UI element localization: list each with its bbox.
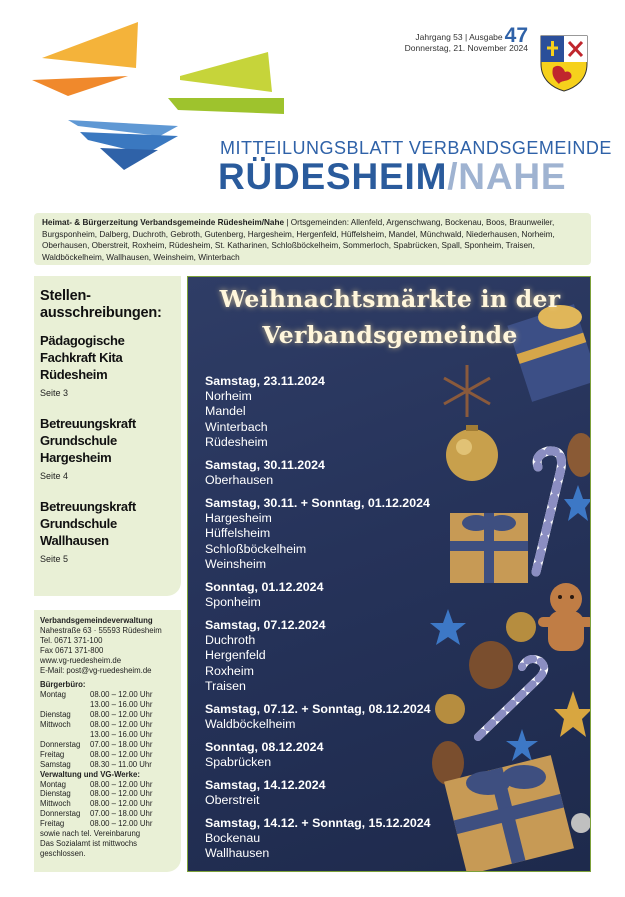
band-communities: | Ortsgemeinden: Allenfeld, Argenschwang, Bockenau, Boos, Braunweiler, Burgsponheim, Dalberg, Duchroth, Gebroth, Gutenberg, Hargesheim, Hergenfeld, Hüffelsheim, Mandel, Münchwald, Niederhausen, Norheim, Oberhausen, Oberstreit, Roxheim, Rüdesheim, St. Katharinen, Schloßböckelheim, Sommerloch, Spabrücken, Spall, Sponheim, Traisen, Waldböckelheim, Wallhausen, Weinsheim, Winterbach [42,218,555,262]
market-location: Hüffelsheim [205,526,271,541]
market-location: Spabrücken [205,755,272,770]
hours-day: Montag [40,690,67,700]
hours-row [40,819,175,829]
market-date: Sonntag, 08.12.2024 [205,740,324,755]
issue-date: Donnerstag, 21. November 2024 [404,43,528,53]
issue-info [380,24,528,54]
market-location: Traisen [205,679,246,694]
market-event [205,777,455,808]
market-location: Mandel [205,404,246,419]
market-event [205,739,455,770]
star-icon [564,485,591,521]
ornament-ball-icon [506,612,536,642]
hours-row [40,740,175,750]
market-location: Oberhausen [205,473,274,488]
market-date: Sonntag, 01.12.2024 [205,580,324,595]
market-event [205,579,455,610]
hours-day: Mittwoch [40,720,71,730]
hours-day: Freitag [40,819,65,829]
hours-time: 08.00 – 12.00 Uhr [90,789,153,799]
hours-row [40,690,175,700]
market-date: Samstag, 30.11. + Sonntag, 01.12.2024 [205,496,430,511]
job-page-ref: Seite 4 [40,471,69,481]
hours-day: Dienstag [40,710,71,720]
market-location: Bockenau [205,830,261,845]
social-office-note: Das Sozialamt ist mittwochs geschlossen. [40,838,138,858]
jobs-heading: Stellen-ausschreibungen: [40,288,162,321]
market-location: Duchroth [205,633,256,648]
hours-row [40,700,175,710]
pinecone-icon [469,641,513,689]
masthead-title [218,157,603,197]
star-icon [506,729,538,761]
market-location: Norheim [205,389,252,403]
hours-time: 07.00 – 18.00 Uhr [90,809,153,819]
coat-of-arms-icon [539,34,589,92]
job-title: Pädagogische Fachkraft Kita Rüdesheim [40,333,125,382]
job-page-ref: Seite 3 [40,388,69,398]
title-nahe: /NAHE [447,156,567,197]
market-date: Samstag, 07.12. + Sonntag, 08.12.2024 [205,702,431,717]
hours-row [40,710,175,720]
hours-time: 08.00 – 12.00 Uhr [90,710,153,720]
market-location: Roxheim [205,663,254,678]
office-hours-heading: Bürgerbüro: [40,680,86,690]
hours-time: 13.00 – 16.00 Uhr [90,700,153,710]
band-lead: Heimat- & Bürgerzeitung Verbandsgemeinde Rüdesheim/Nahe [42,218,285,227]
hours-day: Samstag [40,759,71,769]
job-title: Betreuungskraft Grundschule Hargesheim [40,416,136,465]
market-event [205,495,455,573]
job-item[interactable] [40,332,175,398]
hours-time: 08.00 – 12.00 Uhr [90,690,153,700]
admin-fax: Fax 0671 371-800 [40,645,104,655]
appointment-note: sowie nach tel. Vereinbarung [40,829,141,839]
office-hours-list [40,690,175,769]
market-location: Hergenfeld [205,648,266,663]
hours-row [40,799,175,809]
hours-time: 08.00 – 12.00 Uhr [90,799,153,809]
feature-title-line1: Weihnachtsmärkte in der [219,285,561,313]
christmas-markets-feature [187,276,591,872]
market-event [205,617,455,695]
hours-row [40,789,175,799]
gift-box-icon [444,755,574,872]
admin-address: Nahestraße 63 · 55593 Rüdesheim [40,625,162,635]
logo-stripe-green [168,98,284,114]
communities-band [34,213,591,265]
logo-stripe-orange-light [42,22,138,68]
issue-volume: Jahrgang 53 | Ausgabe [415,32,503,42]
hours-time: 08.00 – 12.00 Uhr [90,819,153,829]
gift-box-icon [450,513,528,583]
market-date: Samstag, 07.12.2024 [205,618,326,633]
admin-hours-heading: Verwaltung und VG-Werke: [40,769,140,779]
publication-line: MITTEILUNGSBLATT VERBANDSGEMEINDE [220,138,612,158]
hours-time: 08.00 – 12.00 Uhr [90,720,153,730]
admin-name: Verbandsgemeindeverwaltung [40,616,153,625]
administration-contact-box [34,610,181,872]
job-item[interactable] [40,415,175,481]
admin-website[interactable]: www.vg-ruedesheim.de [40,655,122,665]
market-location: Sponheim [205,595,261,610]
job-page-ref: Seite 5 [40,554,69,564]
market-event [205,457,455,488]
hours-row [40,809,175,819]
hours-time: 08.00 – 12.00 Uhr [90,779,153,789]
feature-title [188,281,591,353]
market-location: Oberstreit [205,793,260,807]
job-title: Betreuungskraft Grundschule Wallhausen [40,499,136,548]
market-event [205,701,455,732]
market-date: Samstag, 14.12.2024 [205,778,326,792]
market-date: Samstag, 30.11.2024 [205,458,325,473]
market-location: Weinsheim [205,557,267,572]
logo-stripe-blue-dark [100,148,158,170]
ornament-ball-icon [571,813,591,833]
hours-time: 13.00 – 16.00 Uhr [90,729,153,739]
market-location: Waldböckelheim [205,717,296,732]
hours-time: 08.30 – 11.00 Uhr [90,759,152,769]
hours-time: 08.00 – 12.00 Uhr [90,749,153,759]
admin-hours-list [40,780,175,830]
hours-day [40,730,90,740]
hours-day: Montag [40,779,67,789]
market-event [205,373,455,451]
star-icon [554,691,591,737]
job-listings-box [34,276,181,596]
logo-stripe-lime [180,52,272,92]
christmas-market-list [205,373,455,868]
job-item[interactable] [40,498,175,564]
hours-day: Donnerstag [40,809,81,819]
market-location: Winterbach [205,419,268,434]
market-date: Samstag, 23.11.2024 [205,374,325,388]
hours-time: 07.00 – 18.00 Uhr [90,739,153,749]
hours-day: Mittwoch [40,799,71,809]
hours-row [40,730,175,740]
admin-phone: Tel. 0671 371-100 [40,635,103,645]
market-location: Hargesheim [205,511,272,526]
hours-day: Donnerstag [40,739,81,749]
market-date: Samstag, 14.12. + Sonntag, 15.12.2024 [205,815,431,830]
admin-email[interactable]: E-Mail: post@vg-ruedesheim.de [40,665,152,675]
gingerbread-man-icon [538,583,591,651]
hours-row [40,720,175,730]
market-location: Wallhausen [205,846,270,861]
hours-day: Dienstag [40,789,71,799]
hours-row [40,780,175,790]
market-location: Schloßböckelheim [205,541,307,556]
logo-stripe-orange [32,76,128,96]
market-location: Rüdesheim [205,435,268,450]
title-ruedesheim: RÜDESHEIM [218,156,448,197]
hours-row [40,750,175,760]
issue-number: 47 [504,24,528,47]
hours-day: Freitag [40,749,65,759]
feature-title-line2: Verbandsgemeinde [262,321,518,349]
pinecone-icon [567,433,591,477]
market-event [205,815,455,862]
hours-day [40,700,90,710]
hours-row [40,760,175,770]
